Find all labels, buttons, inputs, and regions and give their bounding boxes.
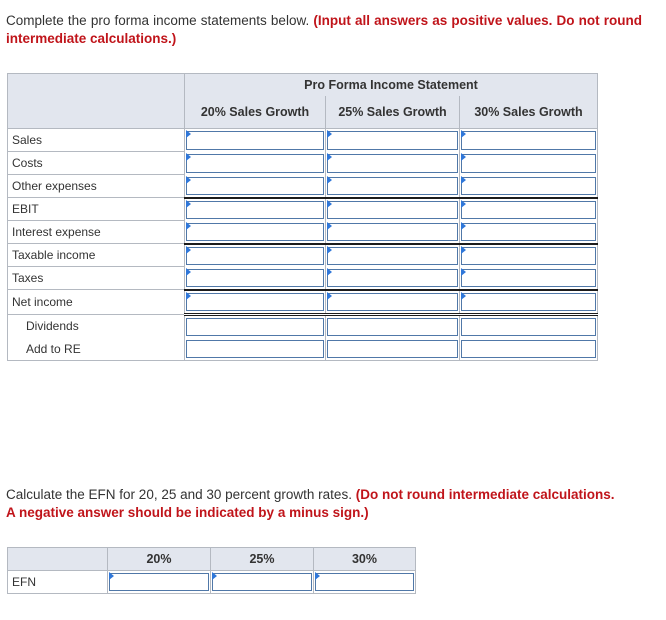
input-marker-icon [461,153,466,161]
add-to-re-input-25[interactable] [327,340,458,358]
row-label-efn: EFN [8,571,108,594]
input-cell-interest-expense-20 [185,221,326,244]
input-cell-costs-30 [460,152,598,175]
taxes-input-25[interactable] [327,269,458,287]
input-cell-net-income-25 [326,290,460,315]
input-cell-taxes-25 [326,267,460,290]
input-marker-icon [186,176,191,184]
other-expenses-input-25[interactable] [327,177,458,195]
row-label-dividends: Dividends [8,314,185,338]
efn-input-cell-25 [211,571,314,594]
input-marker-icon [327,292,332,300]
input-cell-taxable-income-25 [326,244,460,267]
input-marker-icon [327,246,332,254]
input-cell-sales-25 [326,129,460,152]
header-corner [8,548,108,571]
instructions-income-statement [6,12,642,48]
input-marker-icon [327,200,332,208]
other-expenses-input-30[interactable] [461,177,596,195]
input-marker-icon [461,130,466,138]
input-cell-other-expenses-30 [460,175,598,198]
input-marker-icon [186,292,191,300]
header-corner [8,74,185,129]
table-row [8,152,598,175]
efn-input-25[interactable] [212,573,312,591]
input-cell-taxable-income-20 [185,244,326,267]
pro-forma-table [7,73,598,361]
efn-input-20[interactable] [109,573,209,591]
input-marker-icon [461,292,466,300]
sales-input-20[interactable] [186,131,324,150]
input-marker-icon [186,222,191,230]
table-row [8,198,598,221]
dividends-input-30[interactable] [461,318,596,336]
table-row [8,175,598,198]
input-marker-icon [327,222,332,230]
row-label-net-income: Net income [8,290,185,315]
costs-input-25[interactable] [327,154,458,173]
row-label-taxes: Taxes [8,267,185,290]
input-cell-costs-20 [185,152,326,175]
taxable-income-input-25[interactable] [327,247,458,265]
input-marker-icon [327,176,332,184]
table-row [8,338,598,361]
sales-input-25[interactable] [327,131,458,150]
instructions-efn [6,486,618,522]
table-row [8,221,598,244]
column-header-25: 25% Sales Growth [326,96,460,129]
input-marker-icon [461,268,466,276]
input-cell-taxes-30 [460,267,598,290]
instructions-text: Complete the pro forma income statements below. [6,13,310,28]
efn-column-header-30: 30% [314,548,416,571]
input-marker-icon [327,130,332,138]
input-cell-taxes-20 [185,267,326,290]
row-label-sales: Sales [8,129,185,152]
input-cell-dividends-20 [185,314,326,338]
table-row [8,314,598,338]
other-expenses-input-20[interactable] [186,177,324,195]
input-marker-icon [186,153,191,161]
input-cell-add-to-re-25 [326,338,460,361]
input-marker-icon [461,176,466,184]
row-label-interest-expense: Interest expense [8,221,185,244]
input-cell-ebit-30 [460,198,598,221]
efn-column-header-20: 20% [108,548,211,571]
input-marker-icon [315,572,320,580]
interest-expense-input-25[interactable] [327,223,458,241]
net-income-input-20[interactable] [186,293,324,311]
input-cell-other-expenses-20 [185,175,326,198]
dividends-input-20[interactable] [186,318,324,336]
efn-input-30[interactable] [315,573,414,591]
net-income-input-30[interactable] [461,293,596,311]
input-cell-add-to-re-30 [460,338,598,361]
input-cell-interest-expense-30 [460,221,598,244]
row-label-add-to-re: Add to RE [8,338,185,361]
input-marker-icon [327,153,332,161]
costs-input-20[interactable] [186,154,324,173]
efn-table [7,547,416,594]
instructions-text: Calculate the EFN for 20, 25 and 30 percent growth rates. [6,487,352,502]
input-cell-net-income-30 [460,290,598,315]
efn-input-cell-30 [314,571,416,594]
ebit-input-25[interactable] [327,201,458,219]
table-row [8,244,598,267]
input-marker-icon [212,572,217,580]
sales-input-30[interactable] [461,131,596,150]
input-marker-icon [186,130,191,138]
input-marker-icon [109,572,114,580]
taxable-income-input-20[interactable] [186,247,324,265]
taxes-input-20[interactable] [186,269,324,287]
input-cell-add-to-re-20 [185,338,326,361]
input-cell-other-expenses-25 [326,175,460,198]
table-row [8,129,598,152]
column-header-20: 20% Sales Growth [185,96,326,129]
column-header-30: 30% Sales Growth [460,96,598,129]
input-marker-icon [461,200,466,208]
input-cell-dividends-30 [460,314,598,338]
input-marker-icon [327,268,332,276]
instructions-emphasis: (Input all answers as positive values. Do not round intermediate calculations.) [6,13,642,46]
efn-column-header-25: 25% [211,548,314,571]
input-marker-icon [186,268,191,276]
interest-expense-input-30[interactable] [461,223,596,241]
add-to-re-input-30[interactable] [461,340,596,358]
ebit-input-30[interactable] [461,201,596,219]
table-title: Pro Forma Income Statement [185,74,598,97]
add-to-re-input-20[interactable] [186,340,324,358]
row-label-costs: Costs [8,152,185,175]
table-row [8,290,598,315]
row-label-taxable-income: Taxable income [8,244,185,267]
dividends-input-25[interactable] [327,318,458,336]
input-cell-ebit-25 [326,198,460,221]
taxes-input-30[interactable] [461,269,596,287]
row-label-other-expenses: Other expenses [8,175,185,198]
input-cell-net-income-20 [185,290,326,315]
efn-input-cell-20 [108,571,211,594]
costs-input-30[interactable] [461,154,596,173]
input-marker-icon [186,200,191,208]
ebit-input-20[interactable] [186,201,324,219]
input-cell-interest-expense-25 [326,221,460,244]
taxable-income-input-30[interactable] [461,247,596,265]
instructions-emphasis: (Do not round intermediate calculations. A negative answer should be indicated by a minus sign.) [6,487,615,520]
input-cell-sales-30 [460,129,598,152]
row-label-ebit: EBIT [8,198,185,221]
input-marker-icon [186,246,191,254]
table-row [8,267,598,290]
input-cell-costs-25 [326,152,460,175]
input-marker-icon [461,222,466,230]
net-income-input-25[interactable] [327,293,458,311]
input-cell-dividends-25 [326,314,460,338]
input-cell-taxable-income-30 [460,244,598,267]
input-cell-ebit-20 [185,198,326,221]
input-marker-icon [461,246,466,254]
input-cell-sales-20 [185,129,326,152]
interest-expense-input-20[interactable] [186,223,324,241]
